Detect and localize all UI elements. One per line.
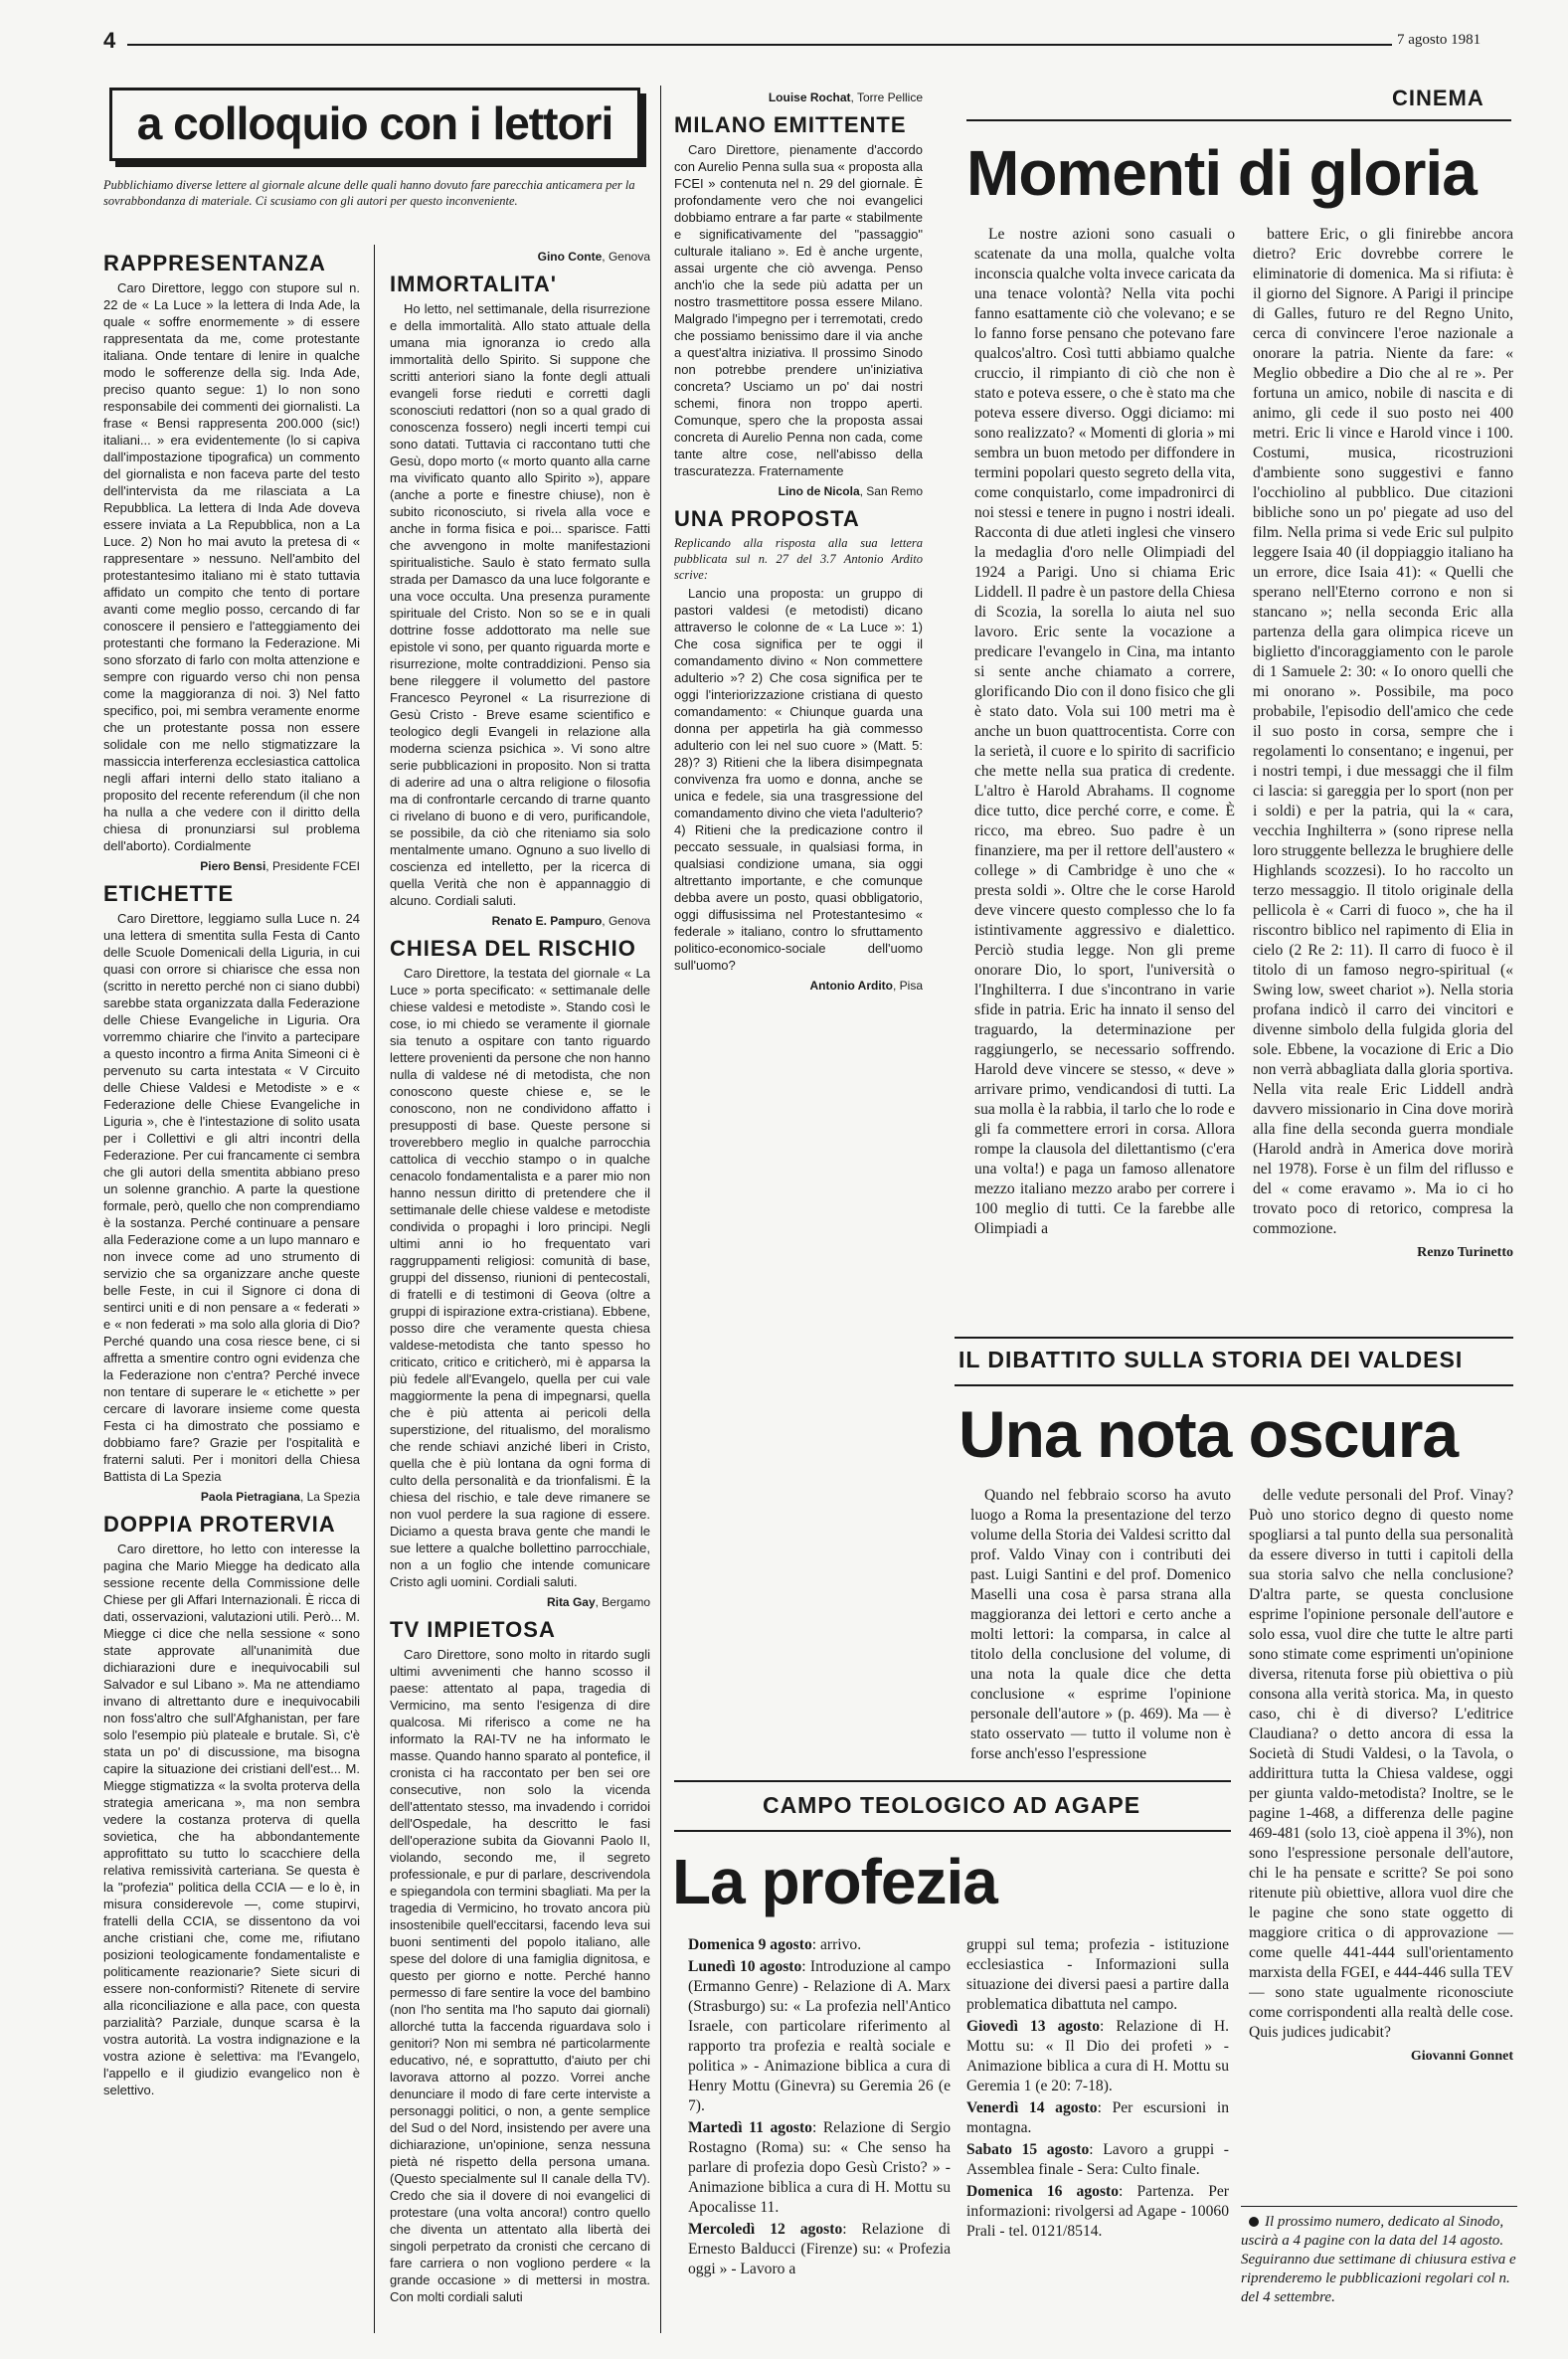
letter-intro: Replicando alla risposta alla sua lettera pubblicata sul n. 27 del 3.7 Antonio Ardito scrive: xyxy=(674,536,923,582)
signature-name: Louise Rochat xyxy=(768,91,851,104)
schedule-item xyxy=(966,1935,1229,2015)
cinema-title: Momenti di gloria xyxy=(966,137,1477,209)
signature-name: Piero Bensi xyxy=(200,859,266,873)
schedule-text: : Partenza. Per informazioni: rivolgersi ad Agape - 10060 Prali - tel. 0121/8514. xyxy=(966,2183,1229,2240)
agape-column-2 xyxy=(966,1935,1229,2353)
schedule-day: Venerdì 14 agosto xyxy=(966,2099,1098,2116)
heading-milano-emittente: MILANO EMITTENTE xyxy=(674,112,907,137)
signature-role: San Remo xyxy=(866,484,923,498)
letter-body: Caro direttore, ho letto con interesse la pagina che Mario Miegge ha dedicato alla sessione recente della Commissione delle Chiese per gli Affari Internazionali. È ricca di dati, osservazioni, valutazioni utili. Però... M. Miegge ci dice che nella sessione « sono state approvate all'unanimità due dichiarazioni dure e inequivocabili sul Salvador e sul Libano ». Ma ne attendiamo invano di altrettanto dure e inequivocabili non foss'altro che sull'Afghanistan, per fare solo l'esempio più plateale e brutale. Sì, c'è stata un po' di discussione, ma bisogna capire la situazione dei cristiani dell'est... M. Miegge stigmatizza « la svolta proterva della strategia americana », ma non sembra vedere la costanza proterva di quella sovietica, che ha abbondantemente approfittato su tutto lo scacchiere della relativa remissività carteriana. Se questa è la "profezia" politica della CCIA — e lo è, in misura considerevole —, come stupirvi, fratelli della CCIA, se dissentono da voi anche cristiani che, come me, rifiutano posizioni teologicamente fondamentaliste e politicamente reazionarie? Siete sicuri di essere non-conformisti? Ritenete di servire alla riconciliazione e alla pace, con questa parzialità? Parziale, dunque scarsa è la vostra autorità. La vostra indignazione e la vostra azione è selettiva: ma l'Evangelo, l'appello e il giudizio evangelico non è selettivo. xyxy=(103,1542,360,2097)
schedule-text: : Relazione di Sergio Rostagno (Roma) su: « Che senso ha parlare di profezia dopo Gesù Cristo? » - Animazione biblica a cura di H. Mottu su Apocalisse 11. xyxy=(688,2119,951,2216)
valdesi-title: Una nota oscura xyxy=(958,1397,1459,1471)
letter-body: Lancio una proposta: un gruppo di pastori valdesi (e metodisti) dicano attraverso le colonne de « La Luce »: 1) Che cosa significa per te oggi il comandamento divino « Non commettere adulterio »? 2) Che cosa significa per te oggi l'interiorizzazione cristiana di questo comandamento: « Chiunque guarda una donna per appetirla ha già commesso adulterio con lei nel suo cuore » (Matt. 5: 28)? 3) Ritieni che la libera disimpegnata convivenza fra uomo e donna, anche se unica e fedele, sia una trasgressione del comandamento divino che vieta l'adulterio? 4) Ritieni che la predicazione contro il peccato sessuale, in qualsiasi forma, in qualsiasi condizione umana, sia oggi altrettanto importante, e che comunque debba avere un posto, quasi obbligatorio, oggi diffusissima nel Protestantesimo « federale » italiano, contro lo sfruttamento politico-economico-sociale dell'uomo sull'uomo? xyxy=(674,586,923,973)
cinema-body-1: Le nostre azioni sono casuali o scatenate da una molla, qualche volta inconscia qualche volta invece caricata da una tenace volontà? Nella vita pochi fanno esattamente ciò che volevano; e se lo fanno forse pensano che potevano fare qualcos'altro. Così tutti abbiamo qualche cruccio, il rimpianto di ciò che non è stato e poteva essere, o che è stato ma che poteva essere diverso. Oggi diciamo: mi sono realizzato? « Momenti di gloria » mi sembra un buon metodo per diffondere in termini popolari questo segreto della vita, come conquistarlo, come impadronirci di noi stessi e tenere in pugno i nostri ideali. Racconta di due atleti inglesi che vinsero la medaglia d'oro nelle Olimpiadi del 1924 a Parigi. Uno si chiama Eric Liddell. Il padre è un pastore della Chiesa di Scozia, la sorella lo aiuta nel suo lavoro. Eric sente la vocazione a predicare l'evangelo in Cina, ma intanto si sente anche chiamato a correre, glorificando Dio con il dono fisico che gli è stato dato. Vola sui 100 metri ma è anche un buon quattrocentista. Corre con la serietà, il cuore e lo spirito di sacrificio che mette nella sua pratica di credente. L'altro è Harold Abrahams. Il cognome dice tutto, dice perché corre, e come. È ricco, ma ebreo. Suo padre è un finanziere, ma per il rettore dell'austero « college » di Cambridge è uno che « presta soldi ». Oltre che le corse Harold deve vincere questo complesso che lo fa istintivamente aggressivo e dialettico. Perciò studia legge. Non gli preme onorare Dio, lo sport, l'università o l'Inghilterra. I due s'incontrano in varie sfide in patria. Eric ha innato il senso del traguardo, la determinazione per raggiungerlo, se necessario soffrendo. Harold deve vincere se stesso, « deve » arrivare primo, vendicandosi di tutti. La sua molla è la rabbia, il tarlo che lo rode e gli fa commettere errori in corsa. Allora rompe la clausola del dilettantismo (c'era una volta!) e paga un famoso allenatore mezzo italiano mezzo arabo per correre i 100 meglio di tutti. Ce la farebbe alle Olimpiadi a xyxy=(974,226,1235,1237)
cinema-rule xyxy=(966,119,1511,121)
notice-text: Il prossimo numero, dedicato al Sinodo, uscirà a 4 pagine con la data del 14 agosto. Seguiranno due settimane di chiusura estiva e riprenderemo le pubblicazioni regolari col n. del 4 settembre. xyxy=(1241,2214,1516,2305)
signature-role: La Spezia xyxy=(306,1490,360,1504)
schedule-day: Giovedì 13 agosto xyxy=(966,2018,1101,2035)
agape-rule xyxy=(674,1830,1231,1832)
valdesi-body-1: Quando nel febbraio scorso ha avuto luogo a Roma la presentazione del terzo volume della Storia dei Valdesi scritto dal prof. Valdo Vinay con i contributi dei past. Luigi Santini e del prof. Domenico Maselli una cosa è parsa strana alla maggioranza dei lettori e certo anche a molti lettori: la comparsa, in calce al titolo della conclusione del volume, di una nota la quale dice che detta conclusione « esprime l'opinione personale dell'autore » (p. 469). Ma — è stato osservato — tutto il volume non è forse anch'esso l'espressione xyxy=(970,1487,1231,1762)
signature-role: Bergamo xyxy=(602,1595,650,1609)
letters-title: a colloquio con i lettori xyxy=(136,97,613,149)
valdesi-rule xyxy=(955,1384,1513,1386)
cinema-column-1 xyxy=(974,225,1235,1299)
schedule-item xyxy=(966,2140,1229,2180)
cinema-signature: Renzo Turinetto xyxy=(1417,1245,1513,1260)
signature-name: Renato E. Pampuro xyxy=(491,914,603,928)
schedule-day: Mercoledì 12 agosto xyxy=(688,2221,843,2238)
column-divider xyxy=(374,245,375,2333)
agape-column-1 xyxy=(688,1935,951,2353)
letter-body: Caro Direttore, leggiamo sulla Luce n. 24 una lettera di smentita sulla Festa di Canto delle Scuole Domenicali della Liguria, in cui quasi con orrore si chiarisce che essa non (scritto in neretto perché non ci siano dubbi) sarebbe stata organizzata dalla Federazione delle Chiese Evangeliche in Liguria. Ora vorremmo chiarire che l'invito a partecipare a questo incontro a firma Anita Simeoni ci è pervenuto su carta intestata « V Circuito delle Chiese Valdesi e Metodiste » e « Federazione delle Chiese Evangeliche in Liguria », che è l'intestazione di solito usata per i Collettivi e gli altri incontri della Federazione. Per cui francamente ci sembra che gli autori della smentita abbiano preso un solenne granchio. A parte la questione formale, però, quello che non comprendiamo è la sostanza. Perché continuare a pensare alla Federazione come a un lupo mannaro e non invece come ad uno strumento di servizio che sa organizzare anche queste belle Feste, in cui il Signore ci dona di sentirci uniti e di non pensare a « federati » e « non federati » ma solo alla gloria di Dio? Perché quando una cosa riesce bene, ci si affretta a smentire contro ogni evidenza che la Federazione non c'entra? Perché invece non tentare di superare le « etichette » per cercare di lavorare insieme come questa Festa ci ha dimostrato che possiamo e dobbiamo fare? Grazie per l'ospitalità e fraterni saluti. Per i monitori della Chiesa Battista di La Spezia xyxy=(103,911,360,1484)
valdesi-section-label: IL DIBATTITO SULLA STORIA DEI VALDESI xyxy=(958,1347,1464,1372)
signature-name: Rita Gay xyxy=(546,1595,596,1609)
letter-signature: Paola Pietragiana, La Spezia xyxy=(200,1490,360,1504)
letters-title-box xyxy=(109,88,640,161)
heading-immortalita: IMMORTALITA' xyxy=(390,272,557,296)
signature-role: Torre Pellice xyxy=(856,91,923,104)
letter-body: Caro Direttore, pienamente d'accordo con Aurelio Penna sulla sua « proposta alla FCEI » contenuta nel n. 29 del giornale. È profondamente vero che noi evangelici dobbiamo entrare a far parte « stabilmente e significativamente del "passaggio" culturale italiano ». Ed è anche urgente, assai urgente che ciò avvenga. Penso anch'io che la sede più adatta per un nostro trasmettitore possa essere Milano. Malgrado l'impegno per i terremotati, credo che possiamo benissimo dare il via anche a quest'altra iniziativa. Il prossimo Sinodo non potrebbe prendere un'iniziativa concreta? Usciamo un po' dai nostri schemi, finora non troppo aperti. Comunque, spero che la proposta assai concreta di Aurelio Penna non cada, come tante altre cose, nell'abisso della trascuratezza. Fraternamente xyxy=(674,142,923,478)
cinema-column-2 xyxy=(1253,225,1513,1299)
signature-name: Lino de Nicola xyxy=(778,484,860,498)
letter-signature: Piero Bensi, Presidente FCEI xyxy=(200,859,360,873)
valdesi-signature: Giovanni Gonnet xyxy=(1410,2049,1513,2064)
cinema-section-label: CINEMA xyxy=(1392,86,1484,110)
letter-signature: Antonio Ardito, Pisa xyxy=(809,979,923,993)
signature-name: Gino Conte xyxy=(537,250,603,264)
letter-signature: Louise Rochat, Torre Pellice xyxy=(768,91,923,104)
signature-role: Genova xyxy=(608,914,650,928)
heading-chiesa-del-rischio: CHIESA DEL RISCHIO xyxy=(390,936,636,961)
signature-role: Pisa xyxy=(899,979,923,993)
schedule-text: : Lavoro a gruppi - Assemblea finale - Sera: Culto finale. xyxy=(966,2141,1229,2178)
schedule-text: gruppi sul tema; profezia - istituzione ecclesiastica - Informazioni sulla situazione dei diversi paesi a partire dalla problematica dibattuta nel campo. xyxy=(966,1936,1229,2013)
schedule-item xyxy=(966,2098,1229,2138)
letters-intro: Pubblichiamo diverse lettere al giornale alcune delle quali hanno dovuto fare parecchia anticamera per la sovrabbondanza di materiale. Ci scusiamo con gli autori per questo inconveniente. xyxy=(103,178,635,208)
letter-body: Ho letto, nel settimanale, della risurrezione e della immortalità. Allo stato attuale della umana mia ignoranza io credo alla immortalità dello Spirito. Si suppone che scritti anteriori siano la fonte degli attuali evangeli forse rieduti e corretti dagli sconosciuti redattori (non so a qual grado di conoscenza fossero) negli incerti tempi cui sono datati. Tuttavia ci raccontano tutti che Gesù, dopo morto (« morto quanto alla carne ma vivificato quanto allo Spirito »), appare (anche a porte e finestre chiuse), non è subito riconosciuto, si rivela alla voce e anche in forma fisica e poi... sparisce. Fatti che avvengono in molte manifestazioni spiritualistiche. Saulo è stato fermato sulla strada per Damasco da una luce folgorante e una voce occulta. Una presenza puramente spirituale del Cristo. Non so se e in quali dottrine fosse addottorato ma nelle sue epistole vi sono, per quanto riguarda morte e risurrezione, molte contraddizioni. Penso sia bene rileggere il volumetto del pastore Francesco Peyronel « La risurrezione di Gesù Cristo - Breve esame scientifico e teologico degli Evangeli in relazione alla moderna scienza psichica ». Vi sono altre serie pubblicazioni in proposito. Non si tratta di aderire ad una o altra religione o filosofia ma di confrontarle cercando di trarne quanto ci rivelano di buono e di vero, purificandole, se possibile, da ciò che riteniamo sia solo mentalmente umano. Ognuno a suo livello di coscienza ed intelletto, per la ricerca di quella Verità che non è appannaggio di alcuno. Cordiali saluti. xyxy=(390,301,650,908)
letters-column-3 xyxy=(674,86,923,1736)
schedule-text: : Introduzione al campo (Ermanno Genre) - Relazione di A. Marx (Strasburgo) su: « La profezia nell'Antico Israele, con particolare riferimento al rapporto tra profezia e realtà sociale e politica » - Animazione biblica a cura di Henry Mottu (Ginevra) su Geremia 26 (e 7). xyxy=(688,1958,951,2114)
letter-body: Caro Direttore, leggo con stupore sul n. 22 de « La Luce » la lettera di Inda Ade, la quale « soffre enormemente » di essere rappresentata da me, come protestante italiana. Onde tentare di lenire in qualche modo le sofferenze della sig. Inda Ade, preciso quanto segue: 1) Io non sono responsabile dei commenti dei giornalisti. La frase « Bensi rappresenta 200.000 (sic!) italiani... » era evidentemente (lo si capiva dall'impostazione tipografica) un commento del giornalista e non faceva parte del testo dell'intervista da me rilasciata a La Repubblica. La lettera di Inda Ade doveva essere inviata a La Repubblica, non a La Luce. 2) Non ho mai avuto la pretesa di « rappresentare » nessuno. Nell'ambito del protestantesimo italiano mi è stato tuttavia affidato un compito che tento di portare avanti come meglio posso, cercando di far conoscere il pensiero e l'atteggiamento dei protestanti che formano la Federazione. Mi sono sforzato di farlo con molta attenzione e sempre con riguardo verso chi non pensa come la maggioranza di noi. 3) Nel fatto specifico, poi, mi sembra veramente enorme che un protestante possa non essere solidale con me nello stigmatizzare la massiccia interferenza ecclesiastica cattolica negli affari interni dello stato italiano a proposito del recente referendum (il che non ha nulla a che vedere con il diritto della chiesa di pronunziarsi sul problema dell'aborto). Cordialmente xyxy=(103,280,360,853)
heading-doppia-protervia: DOPPIA PROTERVIA xyxy=(103,1512,336,1537)
schedule-item xyxy=(966,2017,1229,2096)
valdesi-column-1 xyxy=(970,1486,1231,2003)
schedule-item xyxy=(688,2118,951,2218)
letter-signature: Gino Conte, Genova xyxy=(537,250,650,264)
bullet-icon xyxy=(1249,2217,1259,2227)
signature-role: Presidente FCEI xyxy=(271,859,360,873)
schedule-text: : Relazione di Ernesto Balducci (Firenze) su: « Profezia oggi » - Lavoro a xyxy=(688,2221,951,2277)
schedule-item xyxy=(688,1957,951,2116)
signature-name: Paola Pietragiana xyxy=(200,1490,300,1504)
schedule-text: : Per escursioni in montagna. xyxy=(966,2099,1229,2136)
letter-signature: Renato E. Pampuro, Genova xyxy=(491,914,650,928)
letters-column-1 xyxy=(103,245,360,2333)
heading-tv-impietosa: TV IMPIETOSA xyxy=(390,1617,556,1642)
schedule-text: : arrivo. xyxy=(811,1936,862,1953)
schedule-day: Domenica 9 agosto xyxy=(688,1936,812,1953)
schedule-day: Lunedì 10 agosto xyxy=(688,1958,802,1975)
signature-role: Genova xyxy=(608,250,650,264)
heading-rappresentanza: RAPPRESENTANZA xyxy=(103,251,326,275)
schedule-item xyxy=(966,2182,1229,2242)
letter-body: Caro Direttore, sono molto in ritardo sugli ultimi avvenimenti che hanno scosso il paese: attentato al papa, tragedia di Vermicino, ma sento l'esigenza di dire qualcosa. Mi riferisco a come ne ha informato la RAI-TV ne ha informato le masse. Quando hanno sparato al pontefice, il cronista ci ha raccontato per ben sei ore consecutive, non solo la vicenda dell'attentato stesso, ma invadendo i corridoi dell'Ospedale, ha descritto le fasi dell'operazione subita da Giovanni Paolo II, violando, secondo me, il segreto professionale, e pur di parlare, descrivendola e spiegandola con termini sbagliati. Ma per la tragedia di Vermicino, ho trovato ancora più insostenibile quell'eccitarsi, facendo leva sui buoni sentimenti del popolo italiano, alle spese del dolore di una famiglia dignitosa, e questo per giorno e notte. Perché hanno permesso di fare sentire la voce del bambino (non l'ho sentita ma l'ho saputo dai giornali) allorché tutta la faccenda riguardava solo i genitori? Non mi sembra né particolarmente educativo, né, e soprattutto, d'aiuto per chi lavorava attorno al pozzo. Vorrei anche denunciare il modo di fare certe interviste a personaggi politici, o non, a gente semplice del Sud o del Nord, insistendo per avere una dichiarazione, un'opinione, senza nessuna pietà né rispetto della persona umana. (Questo specialmente sul II canale della TV). Credo che sia il dovere di noi evangelici di protestare (una volta ancora!) contro quello che diventa un attentato alla libertà dei singoli perpetrato da cronisti che cercano di fare carriera o non vogliono perdere « la grande occasione » di mettersi in mostra. Con molti cordiali saluti xyxy=(390,1647,650,2304)
schedule-text: : Relazione di H. Mottu su: « Il Dio dei profeti » - Animazione biblica a cura di H. Mottu su Geremia 1 (e 20: 7-18). xyxy=(966,2018,1229,2094)
page-number: 4 xyxy=(103,28,116,53)
letter-body: Caro Direttore, la testata del giornale « La Luce » porta specificato: « settimanale delle chiese valdesi e metodiste ». Stando così le cose, io mi chiedo se veramente il giornale sia tenuto a ospitare con tanto riguardo lettere provenienti da persone che non hanno nulla di valdese né di metodista, che non conoscono queste chiese e, se le conoscono, non ne condividono affatto i presupposti di base. Queste persone si troverebbero meglio in qualche parrocchia cattolica di vecchio stampo o in qualche cenacolo fondamentalista e a parer mio non hanno nessun diritto di pretendere che il settimanale delle chiese valdese e metodiste condivida o propaghi i loro principi. Negli ultimi anni io ho frequentato vari raggruppamenti religiosi: comunità di base, gruppi del dissenso, riunioni di pentecostali, di fratelli e di testimoni di Geova (oltre a gruppi di ispirazione extra-cristiana). Ebbene, posso dire che veramente questa chiesa valdese-metodista che tanto spesso ho criticato, critico e criticherò, mi è apparsa la più fedele all'Evangelo, quella per cui vale maggiormente la pena di impegnarsi, quella che è più attenta ai pericoli della superstizione, del ritualismo, del moralismo che rende schiavi anziché liberi in Cristo, quella che è più lontana da ogni forma di culto della personalità e da trionfalismi. È la chiesa del rischio, e tale deve rimanere se non vuol perdere la sua ragione di essere. Diciamo a questa brava gente che mandi le sue lettere a qualche bollettino parrocchiale, non a un foglio che intende comunicare Cristo agli uomini. Cordiali saluti. xyxy=(390,966,650,1589)
signature-name: Antonio Ardito xyxy=(809,979,893,993)
valdesi-top-rule xyxy=(955,1337,1513,1339)
heading-una-proposta: UNA PROPOSTA xyxy=(674,506,860,531)
schedule-day: Sabato 15 agosto xyxy=(966,2141,1090,2158)
agape-top-rule xyxy=(674,1780,1231,1782)
letters-column-2 xyxy=(390,245,650,2333)
letter-signature: Rita Gay, Bergamo xyxy=(546,1595,650,1609)
heading-etichette: ETICHETTE xyxy=(103,881,235,906)
cinema-body-2: battere Eric, o gli finirebbe ancora dietro? Eric dovrebbe correre le eliminatorie di domenica. Ma si rifiuta: è il giorno del Signore. A Parigi il principe di Galles, futuro re del Regno Unito, cerca di convincere l'eroe nazionale a onorare la patria. Niente da fare: « Meglio obbedire a Dio che al re ». Per fortuna un amico, nobile di nascita e di animo, gli cede il suo posto nei 400 metri. Eric li vince e Harold vince i 100. Costumi, musica, ricostruzioni d'ambiente sono suggestivi e fanno l'occhiolino al pubblico. Due citazioni bibliche sono un po' piegate ad uso del film. Nella prima si vede Eric sul pulpito leggere Isaia 40 (il doppiaggio italiano ha un errore, dice Isaia 41): « Quelli che sperano nell'Eterno corrono e non si stancano »; nella seconda Eric alla partenza della gara olimpica riceve un biglietto d'incoraggiamento con le parole di 1 Samuele 2: 30: « Io onoro quelli che mi onorano ». Possibile, ma poco probabile, l'episodio dell'amico che cede il suo posto in corsa, sempre che i regolamenti lo consentano; e ingenui, per i nostri tempi, i due messaggi che il film ci lascia: si gareggia per lo sport (non per i soldi) e per la patria, qui la « cara, vecchia Inghilterra » (sono riprese nella loro struggente bellezza le brughiere delle Highlands scozzesi). Io ho raccolto un terzo messaggio. Il titolo originale della pellicola è « Carri di fuoco », che ha il riscontro biblico nel rapimento di Elia in cielo (2 Re 2: 11). Il carro di fuoco è il titolo di un famoso negro-spiritual (« Swing low, sweet chariot »). Nella storia profana indicò il carro dei vincitori e divenne simbolo della fulgida gloria del sole. Ebbene, la vocazione di Eric a Dio non verrà abbagliata dalla gloria sportiva. Nella vita reale Eric Liddell andrà davvero missionario in Cina dove morirà alla fine della seconda guerra mondiale (Harold andrà in America dove morirà nel 1978). Forse è un film del riflusso e del « come eravamo ». Ma io ci ho trovato poco di retorico, compresa la commozione. xyxy=(1253,226,1513,1237)
valdesi-column-2 xyxy=(1249,1486,1513,2162)
header-rule xyxy=(127,44,1392,46)
letter-signature: Lino de Nicola, San Remo xyxy=(778,484,923,498)
schedule-day: Domenica 16 agosto xyxy=(966,2183,1120,2200)
schedule-item xyxy=(688,1935,951,1955)
agape-section-label: CAMPO TEOLOGICO AD AGAPE xyxy=(762,1792,1141,1818)
schedule-day: Martedì 11 agosto xyxy=(688,2119,812,2136)
page-date: 7 agosto 1981 xyxy=(1397,32,1481,48)
schedule-item xyxy=(688,2220,951,2279)
agape-title: La profezia xyxy=(672,1846,997,1917)
valdesi-body-2: delle vedute personali del Prof. Vinay? Può uno storico degno di questo nome spogliarsi a tal punto della sua personalità da essere diverso in tutti i capitoli della sua storia salvo che nella conclusione? D'altra parte, se questa conclusione esprime l'opinione personale dell'autore e solo essa, vuol dire che tutte le altre parti sono stimate come esprimenti un'opinione diversa, ritenuta forse più obiettiva o più consona alla verità storica. Ma, in questo caso, chi è di diverso? L'editrice Claudiana? o detto ancora di essa la Società di Studi Valdesi, o la Tavola, o addirittura tutta la Chiesa valdese, oggi per giunta valdo-metodista? Inoltre, se le pagine 1-468, a differenza delle pagine 469-481 (solo 13, cioè appena il 3%), non sono l'espressione personale dell'autore, chi le ha pensate e scritte? Se poi sono ritenute più obiettive, allora vuol dire che le pagine che sono state oggetto di maggiore critica o di approvazione — come quelle 441-444 sull'orientamento marxista della FGEI, e 444-446 sulla TEV — sono state ugualmente riconosciute come corrispondenti alla realtà delle cose. Quis judices judicabit? xyxy=(1249,1487,1513,2041)
column-divider xyxy=(660,86,661,2333)
notice-box xyxy=(1241,2206,1517,2345)
